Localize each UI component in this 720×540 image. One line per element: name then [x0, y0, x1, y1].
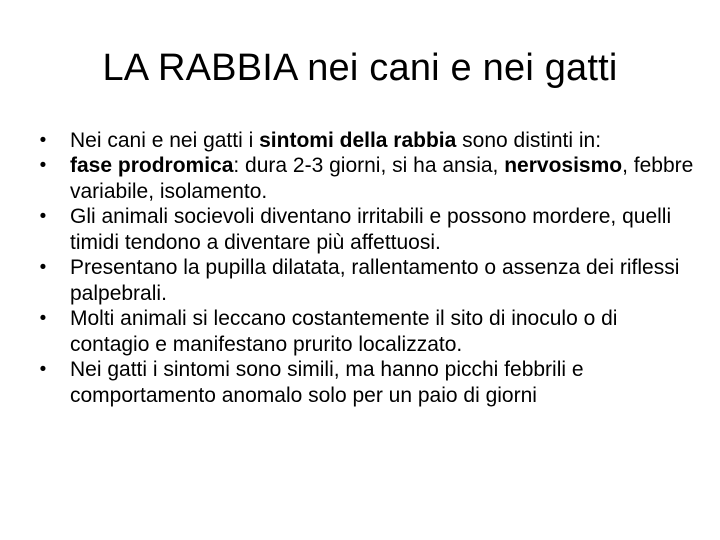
text-run: Molti animali si leccano costantemente il sito di inoculo o di contagio e manifestano prurito localizzato.	[70, 307, 618, 356]
text-run: : dura 2-3 giorni, si ha ansia,	[233, 154, 505, 177]
text-run: Gli animali socievoli diventano irritabili e possono mordere, quelli timidi tendono a diventare più affettuosi.	[70, 205, 672, 254]
text-run: Presentano la pupilla dilatata, rallentamento o assenza dei riflessi palpebrali.	[70, 256, 680, 305]
text-run: Nei cani e nei gatti i	[70, 129, 260, 152]
bold-term: nervosismo	[504, 154, 623, 177]
bullet-item	[34, 128, 694, 154]
bullet-point-icon: •	[39, 308, 47, 329]
bullet-text	[70, 256, 679, 305]
bullet-text	[70, 129, 601, 152]
bullet-text	[70, 307, 617, 356]
bullet-item	[34, 204, 694, 256]
bullet-point-icon: •	[39, 206, 47, 227]
bullet-item	[34, 306, 694, 358]
bullet-item	[34, 153, 694, 205]
bullet-item	[34, 357, 694, 409]
bullet-text	[70, 154, 693, 203]
bullet-text	[70, 358, 584, 407]
bullet-point-icon: •	[39, 359, 47, 380]
bullet-point-icon: •	[39, 130, 47, 151]
bold-term: fase prodromica	[70, 154, 234, 177]
bullet-text	[70, 205, 671, 254]
text-run: Nei gatti i sintomi sono simili, ma hanno picchi febbrili e comportamento anomalo solo per un paio di giorni	[70, 358, 584, 407]
text-run: sono distinti in:	[456, 129, 602, 152]
slide-title: LA RABBIA nei cani e nei gatti	[102, 47, 618, 89]
text-run: , febbre variabile, isolamento.	[70, 154, 694, 203]
bullet-point-icon: •	[39, 155, 47, 176]
bullet-point-icon: •	[39, 257, 47, 278]
bullet-list	[34, 128, 694, 408]
bullet-item	[34, 255, 694, 307]
bold-term: sintomi della rabbia	[259, 129, 457, 152]
